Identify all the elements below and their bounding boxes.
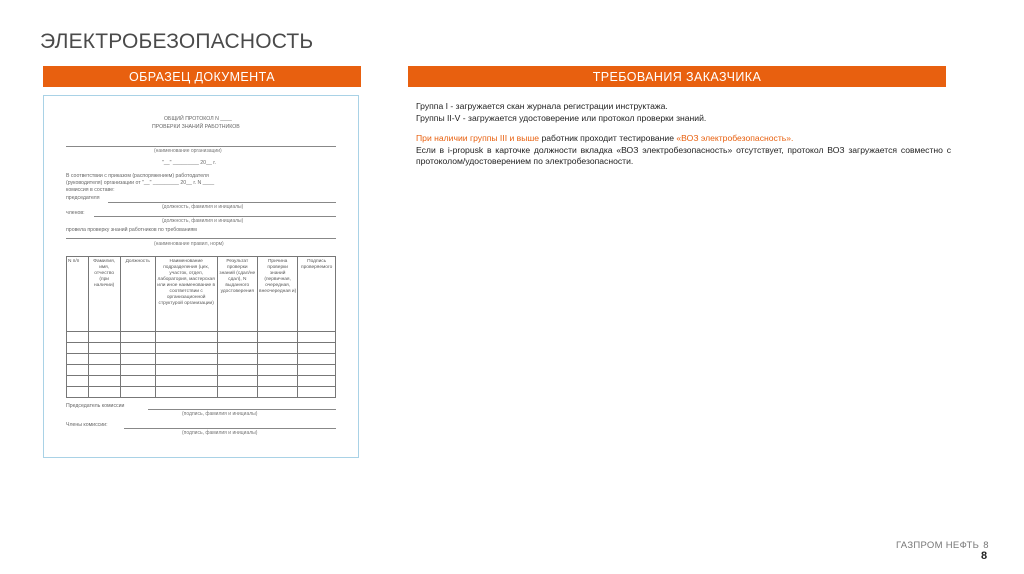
doc-chair-line <box>108 202 336 203</box>
req-testing-text: работник проходит тестирование <box>539 133 677 144</box>
doc-members-line <box>94 216 336 217</box>
requirements-text <box>416 101 951 168</box>
doc-order-line-2: (руководителя) организации от "__" _________ 20__ г. N ____ <box>66 180 215 186</box>
doc-chair-signature-line <box>148 409 336 410</box>
table-row <box>67 387 336 398</box>
doc-rules-line <box>66 238 336 239</box>
doc-date-line: "__" _________ 20__ г. <box>162 160 216 166</box>
doc-check-line: провела проверку знаний работников по требованиям <box>66 227 197 233</box>
req-line-group-1: Группа I - загружается скан журнала регистрации инструктажа. <box>416 101 668 111</box>
doc-members-signature-line <box>124 428 336 429</box>
doc-chair-label: председателя <box>66 195 100 201</box>
doc-table <box>66 256 336 398</box>
table-row <box>67 332 336 343</box>
doc-col-department: Наименование подразделения (цех, участок, отдел, лаборатория, мастерская или иное наименование в соответствии с организационной структурой организации) <box>155 257 217 332</box>
table-row <box>67 365 336 376</box>
sample-document-header: ОБРАЗЕЦ ДОКУМЕНТА <box>43 66 361 87</box>
table-row <box>67 376 336 387</box>
doc-col-number: N п/п <box>67 257 89 332</box>
doc-chair-signature-label: Председатель комиссии <box>66 403 125 409</box>
doc-chair-signature-caption: (подпись, фамилия и инициалы) <box>182 411 258 417</box>
req-paragraph-ipropusk: Если в i-propusk в карточке должности вкладка «ВОЗ электробезопасность» отсутствует, протокол ВОЗ загружается совместно с протоколом/удостоверением по электробезопасности. <box>416 144 951 167</box>
doc-members-signature-label: Члены комиссии: <box>66 422 108 428</box>
doc-col-name: Фамилия, имя, отчество (при наличии) <box>88 257 120 332</box>
table-row <box>67 343 336 354</box>
table-row <box>67 354 336 365</box>
doc-col-result: Результат проверки знаний (сдал/не сдал), N выданного удостоверения <box>217 257 257 332</box>
req-highlight-group-3: При наличии группы III и выше <box>416 133 540 144</box>
req-highlight-voz: «ВОЗ электробезопасность». <box>676 133 794 144</box>
footer-company: ГАЗПРОМ НЕФТЬ <box>896 540 980 551</box>
customer-requirements-header: ТРЕБОВАНИЯ ЗАКАЗЧИКА <box>408 66 946 87</box>
req-line-groups-2-5: Группы II-V - загружается удостоверение или протокол проверки знаний. <box>416 112 707 123</box>
doc-chair-caption: (должность, фамилия и инициалы) <box>162 204 244 210</box>
doc-table-header-row <box>67 257 336 332</box>
page-number: 8 <box>981 550 988 562</box>
page-title: ЭЛЕКТРОБЕЗОПАСНОСТЬ <box>40 30 314 53</box>
doc-members-label: членов: <box>66 210 85 216</box>
doc-col-signature: Подпись проверяемого <box>298 257 336 332</box>
doc-heading-1: ОБЩИЙ ПРОТОКОЛ N ____ <box>164 116 232 122</box>
footer-number: 8 <box>983 540 989 551</box>
doc-members-signature-caption: (подпись, фамилия и инициалы) <box>182 430 258 436</box>
footer <box>896 540 989 551</box>
doc-order-line-3: комиссия в составе: <box>66 187 115 193</box>
doc-org-caption: (наименование организации) <box>154 148 222 154</box>
doc-col-reason: Причина проверки знаний (первичная, очередная, внеочередная и) <box>257 257 297 332</box>
doc-heading-2: ПРОВЕРКИ ЗНАНИЙ РАБОТНИКОВ <box>152 124 240 130</box>
doc-rules-caption: (наименование правил, норм) <box>154 241 224 247</box>
req-paragraph-testing <box>416 133 951 145</box>
doc-col-position: Должность <box>120 257 155 332</box>
doc-org-line <box>66 146 336 147</box>
doc-order-line-1: В соответствии с приказом (распоряжением) работодателя <box>66 173 209 179</box>
sample-document-image <box>43 95 359 458</box>
doc-members-caption: (должность, фамилия и инициалы) <box>162 218 244 224</box>
